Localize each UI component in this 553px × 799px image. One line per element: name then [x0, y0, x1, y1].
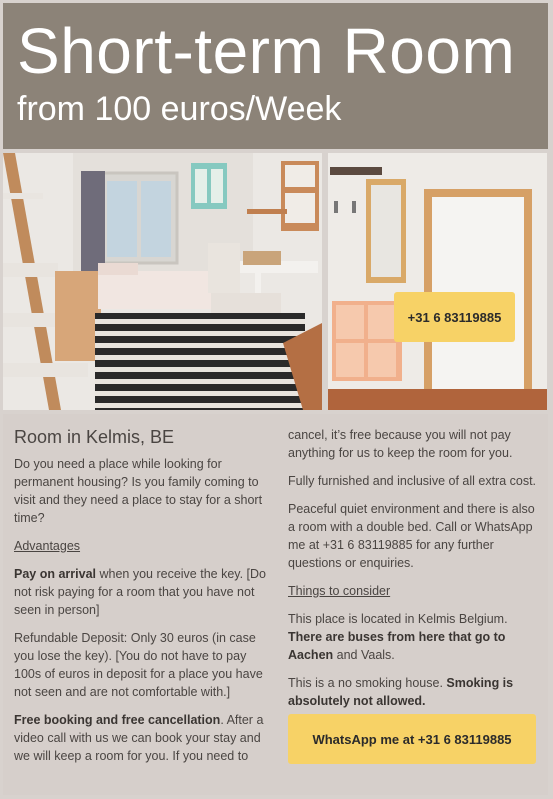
header-banner [3, 3, 548, 149]
door-illustration [328, 153, 547, 410]
left-column [14, 414, 266, 775]
booking-text [14, 711, 266, 765]
pay-on-arrival-bold: Pay on arrival [14, 567, 96, 581]
location-end: and Vaals. [333, 648, 395, 662]
things-label: Things to consider [288, 584, 391, 598]
deposit-text: Refundable Deposit: Only 30 euros (in case you lose the key). [You do not have to pay 100s of euros in deposit for a place you have not seen and are not comfortable with.] [14, 631, 263, 699]
location-plain: This place is located in Kelmis Belgium. [288, 612, 508, 626]
advantages-label: Advantages [14, 539, 81, 553]
pay-on-arrival-detail: when you receive the key. [Do not risk paying for a room that you have not seen in person] [14, 567, 266, 617]
booking-detail: . After a video call with us we can book your stay and we will keep a room for you. If you need to [14, 713, 264, 763]
room-photo [3, 153, 322, 410]
furnished-text: Fully furnished and inclusive of all extra cost. [288, 474, 537, 488]
cancel-continuation: cancel, it’s free because you will not pay anything for us to keep the room for you. [288, 428, 513, 460]
smoking-bold: Smoking is absolutely not allowed. [288, 676, 514, 708]
price-subtitle: from 100 euros/Week [17, 90, 342, 128]
booking-bold: Free booking and free cancellation [14, 713, 221, 727]
location-bold: There are buses from here that go to Aachen [288, 630, 506, 662]
intro-text: Do you need a place while looking for permanent housing? Is you family coming to visit and they need a place to stay for a short time? [14, 457, 263, 525]
pay-on-arrival-text [14, 565, 266, 619]
right-column [288, 426, 538, 720]
smoking-plain: This is a no smoking house. [288, 676, 447, 690]
smoking-text [288, 674, 538, 710]
whatsapp-button[interactable]: WhatsApp me at +31 6 83119885 [288, 714, 536, 764]
phone-badge[interactable]: +31 6 83119885 [394, 292, 515, 342]
page-title: Short-term Room [17, 15, 516, 87]
door-photo [328, 153, 547, 410]
location-text [288, 610, 538, 664]
quiet-text: Peaceful quiet environment and there is also a room with a double bed. Call or WhatsApp me at +31 6 83119885 for any further questions or enquiries. [288, 502, 535, 570]
room-illustration [3, 153, 322, 410]
section-heading: Room in Kelmis, BE [14, 427, 175, 447]
